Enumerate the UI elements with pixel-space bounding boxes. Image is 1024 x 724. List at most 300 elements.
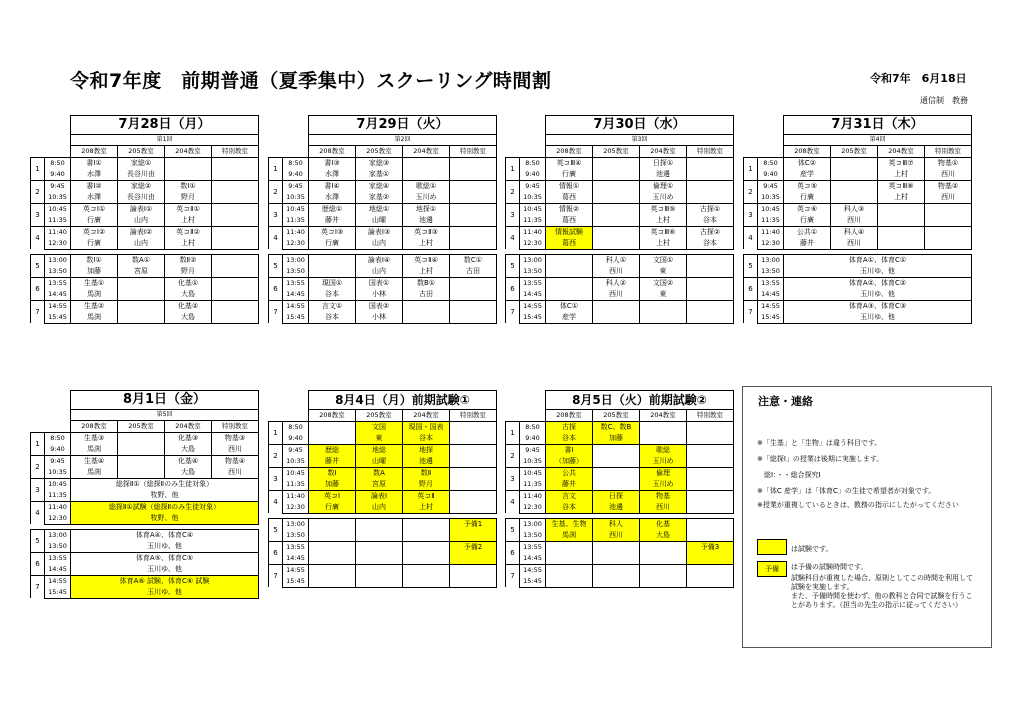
period-row — [506, 203, 734, 215]
period-number: 7 — [506, 300, 520, 323]
end-time: 13:50 — [45, 266, 71, 278]
start-time: 8:50 — [758, 157, 784, 169]
room-header: 特別教室 — [687, 410, 734, 422]
class-subject: 言文① — [309, 300, 356, 312]
class-teacher: 上村 — [165, 238, 212, 250]
class-teacher — [450, 312, 497, 324]
end-time: 9:40 — [283, 169, 309, 181]
end-time: 15:45 — [758, 312, 784, 324]
end-time: 15:45 — [283, 312, 309, 324]
class-teacher: 上村 — [640, 215, 687, 227]
class-teacher: 行廣 — [784, 215, 831, 227]
class-teacher: 谷本 — [687, 238, 734, 250]
class-subject — [687, 564, 734, 576]
room-header: 204教室 — [640, 146, 687, 158]
room-header: 特別教室 — [212, 421, 259, 433]
reserve-legend-text: 試験科目が重複した場合、原則としてこの時間を利用して — [791, 574, 973, 582]
class-subject: 英コⅠ — [309, 490, 356, 502]
start-time: 10:45 — [283, 467, 309, 479]
end-time: 13:50 — [520, 266, 546, 278]
period-row — [269, 490, 497, 502]
start-time: 13:55 — [45, 277, 71, 289]
class-subject — [687, 518, 734, 530]
class-subject — [403, 157, 450, 169]
period-number: 2 — [506, 180, 520, 203]
class-subject: 書Ⅰ① — [71, 157, 118, 169]
class-teacher: 馬渕 — [546, 530, 593, 542]
reserve-legend-text: とがあります。（担当の先生の指示に従ってください） — [791, 601, 962, 609]
class-subject — [356, 541, 403, 553]
day-timetable — [30, 390, 259, 599]
class-teacher: 上村 — [403, 238, 450, 250]
room-header: 特別教室 — [450, 410, 497, 422]
class-teacher — [450, 215, 497, 227]
class-teacher: 家基② — [356, 192, 403, 204]
session-number: 第5回 — [71, 410, 259, 421]
end-time: 13:50 — [45, 541, 71, 553]
class-subject: 体C① — [546, 300, 593, 312]
class-subject: 化基 — [640, 518, 687, 530]
merged-class: 体育A⑥ 試験、体育C⑥ 試験 — [71, 575, 259, 587]
period-number: 5 — [31, 529, 45, 552]
class-teacher: 加藤 — [71, 266, 118, 278]
class-subject — [687, 157, 734, 169]
class-teacher — [687, 502, 734, 514]
period-row — [269, 467, 497, 479]
merged-class: 体育A②、体育C② — [784, 277, 972, 289]
class-teacher: 東 — [356, 433, 403, 445]
class-subject — [687, 421, 734, 433]
class-teacher — [309, 433, 356, 445]
class-subject — [118, 455, 165, 467]
period-row — [31, 226, 259, 238]
class-teacher — [593, 553, 640, 565]
merged-class: 体育A④、体育C④ — [71, 529, 259, 541]
start-time: 13:00 — [758, 254, 784, 266]
class-teacher — [687, 266, 734, 278]
class-teacher — [831, 169, 878, 181]
issue-date: 令和7年 6月18日 — [870, 72, 967, 85]
period-row — [31, 552, 259, 564]
end-time: 10:35 — [520, 456, 546, 468]
class-subject — [450, 444, 497, 456]
room-header: 205教室 — [118, 146, 165, 158]
end-time: 11:35 — [283, 215, 309, 227]
exam-legend-swatch — [757, 539, 787, 555]
end-time: 12:30 — [758, 238, 784, 250]
start-time: 9:45 — [520, 444, 546, 456]
class-teacher: 西川 — [831, 238, 878, 250]
class-teacher: 西川 — [593, 289, 640, 301]
class-teacher: 藤井 — [309, 456, 356, 468]
room-header: 208教室 — [309, 410, 356, 422]
class-subject — [925, 226, 972, 238]
class-subject: 情報② — [546, 203, 593, 215]
day-heading: 7月31日（木） — [784, 116, 972, 135]
class-subject: 書Ⅰ③ — [309, 157, 356, 169]
start-time: 10:45 — [45, 478, 71, 490]
class-teacher: 野月 — [165, 192, 212, 204]
start-time: 13:55 — [758, 277, 784, 289]
class-subject: 英コⅢ⑦ — [878, 157, 925, 169]
period-row — [744, 180, 972, 192]
class-teacher — [356, 553, 403, 565]
end-time: 12:30 — [283, 502, 309, 514]
class-subject — [687, 467, 734, 479]
merged-teacher: 玉川ゆ、他 — [71, 541, 259, 553]
class-subject — [546, 541, 593, 553]
class-subject — [640, 564, 687, 576]
class-subject: 歴総① — [309, 203, 356, 215]
end-time: 15:45 — [283, 576, 309, 588]
class-subject — [593, 226, 640, 238]
room-header: 特別教室 — [450, 146, 497, 158]
day-timetable — [268, 390, 497, 588]
class-teacher: 馬渕 — [71, 467, 118, 479]
end-time: 15:45 — [520, 312, 546, 324]
class-subject: 書Ⅰ④ — [309, 180, 356, 192]
end-time: 13:50 — [520, 530, 546, 542]
period-row — [506, 444, 734, 456]
merged-teacher: 牧野、他 — [71, 513, 259, 525]
class-teacher — [356, 530, 403, 542]
class-subject: 体C② — [784, 157, 831, 169]
class-teacher: 葛西 — [546, 192, 593, 204]
start-time: 8:50 — [283, 421, 309, 433]
day-heading: 7月28日（月） — [71, 116, 259, 135]
class-teacher — [212, 192, 259, 204]
period-number: 7 — [744, 300, 758, 323]
class-subject: 数B① — [403, 277, 450, 289]
class-teacher — [450, 169, 497, 181]
class-subject — [687, 254, 734, 266]
period-number: 6 — [506, 541, 520, 564]
class-teacher — [212, 238, 259, 250]
class-subject: 科人② — [593, 277, 640, 289]
class-subject: 家総② — [118, 180, 165, 192]
class-teacher: 山内 — [118, 238, 165, 250]
class-subject — [212, 254, 259, 266]
class-teacher: 行廣 — [71, 238, 118, 250]
start-time: 10:45 — [520, 467, 546, 479]
period-row — [269, 203, 497, 215]
class-teacher — [309, 553, 356, 565]
class-subject — [687, 444, 734, 456]
class-teacher — [118, 312, 165, 324]
class-teacher: 行廣 — [71, 215, 118, 227]
class-subject: 英コⅢ④ — [546, 157, 593, 169]
period-number: 3 — [31, 478, 45, 501]
class-subject — [212, 277, 259, 289]
class-teacher: 西川 — [212, 444, 259, 456]
class-teacher: 馬渕 — [71, 444, 118, 456]
class-subject: 生基、生物 — [546, 518, 593, 530]
class-subject: 現国・国表 — [403, 421, 450, 433]
class-subject: 論表Ⅰ — [356, 490, 403, 502]
period-number: 4 — [31, 226, 45, 249]
notes-panel — [742, 386, 992, 648]
period-row — [31, 575, 259, 587]
class-teacher — [687, 169, 734, 181]
end-time: 10:35 — [520, 192, 546, 204]
room-header: 204教室 — [403, 410, 450, 422]
start-time: 9:45 — [758, 180, 784, 192]
class-teacher — [640, 433, 687, 445]
class-subject: 情報① — [546, 180, 593, 192]
note-line: ※「体C 産学」は「体育C」の生徒で希望者が対象です。 — [757, 487, 936, 495]
class-subject: 英コⅡ③ — [403, 226, 450, 238]
day-heading: 8月1日（金） — [71, 391, 259, 410]
class-subject — [118, 300, 165, 312]
period-row — [506, 421, 734, 433]
period-row — [744, 254, 972, 266]
class-teacher: 大島 — [165, 444, 212, 456]
period-row — [269, 226, 497, 238]
class-subject — [403, 564, 450, 576]
class-subject: 国表② — [356, 300, 403, 312]
period-row — [269, 157, 497, 169]
class-teacher: 谷本 — [309, 289, 356, 301]
end-time: 13:50 — [283, 266, 309, 278]
class-subject — [925, 203, 972, 215]
end-time: 10:35 — [45, 192, 71, 204]
period-number: 6 — [269, 277, 283, 300]
merged-class: 総探Ⅱ①試験（総探Ⅱのみ生徒対象） — [71, 501, 259, 513]
class-teacher — [687, 553, 734, 565]
class-teacher — [309, 576, 356, 588]
end-time: 9:40 — [520, 169, 546, 181]
period-number: 4 — [506, 226, 520, 249]
class-teacher: 葛西 — [546, 238, 593, 250]
class-subject — [212, 157, 259, 169]
class-teacher — [687, 576, 734, 588]
period-number: 3 — [744, 203, 758, 226]
class-teacher — [118, 467, 165, 479]
period-number: 7 — [31, 575, 45, 598]
room-header: 204教室 — [403, 146, 450, 158]
room-header: 204教室 — [165, 146, 212, 158]
period-row — [744, 157, 972, 169]
period-row — [744, 300, 972, 312]
period-number: 2 — [269, 444, 283, 467]
class-teacher: 西川 — [212, 467, 259, 479]
class-subject: 数A① — [118, 254, 165, 266]
period-row — [506, 277, 734, 289]
class-subject: 数C、数B — [593, 421, 640, 433]
period-number: 1 — [506, 421, 520, 444]
period-number: 1 — [269, 421, 283, 444]
class-subject: 数Ⅰ — [309, 467, 356, 479]
class-subject — [593, 300, 640, 312]
class-teacher: 上村 — [878, 192, 925, 204]
class-teacher: 大島 — [165, 312, 212, 324]
class-subject — [593, 203, 640, 215]
class-subject: 地総 — [356, 444, 403, 456]
class-teacher — [450, 576, 497, 588]
class-teacher — [640, 312, 687, 324]
period-row — [269, 444, 497, 456]
class-teacher: 上村 — [403, 502, 450, 514]
room-header: 208教室 — [71, 421, 118, 433]
class-subject — [212, 226, 259, 238]
day-timetable — [268, 115, 497, 324]
period-row — [31, 478, 259, 490]
period-number: 1 — [506, 157, 520, 180]
reserve-legend-swatch: 予備 — [757, 561, 787, 577]
class-teacher — [450, 502, 497, 514]
period-row — [506, 467, 734, 479]
period-row — [31, 455, 259, 467]
class-subject: 英コⅡ① — [165, 203, 212, 215]
room-header: 205教室 — [118, 421, 165, 433]
period-number: 5 — [506, 254, 520, 277]
class-subject: 科人① — [593, 254, 640, 266]
class-subject: 論表Ⅰ② — [118, 226, 165, 238]
class-subject: 化基③ — [165, 432, 212, 444]
end-time: 10:35 — [283, 456, 309, 468]
class-subject — [878, 226, 925, 238]
start-time: 14:55 — [45, 300, 71, 312]
class-teacher: 水澤 — [71, 192, 118, 204]
class-teacher — [450, 192, 497, 204]
period-number: 6 — [744, 277, 758, 300]
class-subject: 文国① — [640, 254, 687, 266]
session-number: 第3回 — [546, 135, 734, 146]
class-teacher: 小林 — [356, 312, 403, 324]
class-teacher: 西川 — [925, 169, 972, 181]
day-heading: 8月5日（火）前期試験② — [546, 391, 734, 410]
class-subject: 物基② — [925, 180, 972, 192]
class-subject: 家総③ — [356, 157, 403, 169]
class-teacher: 池邊 — [403, 215, 450, 227]
class-teacher — [118, 444, 165, 456]
room-header: 205教室 — [356, 146, 403, 158]
merged-class: 体育A①、体育C① — [784, 254, 972, 266]
class-teacher: 宮原 — [356, 479, 403, 491]
period-number: 4 — [269, 226, 283, 249]
start-time: 8:50 — [45, 432, 71, 444]
class-subject: 英コⅢ⑥ — [640, 226, 687, 238]
class-subject — [640, 541, 687, 553]
class-teacher: 加藤 — [593, 433, 640, 445]
period-number: 4 — [506, 490, 520, 513]
notes-title: 注意・連絡 — [758, 395, 813, 408]
period-row — [506, 564, 734, 576]
period-number: 5 — [506, 518, 520, 541]
class-teacher: 行廣 — [309, 238, 356, 250]
class-subject: 古探 — [546, 421, 593, 433]
class-subject — [356, 518, 403, 530]
class-teacher — [831, 192, 878, 204]
class-teacher: 水澤 — [71, 169, 118, 181]
class-subject — [450, 203, 497, 215]
class-teacher: 上村 — [878, 169, 925, 181]
class-teacher: 谷本 — [687, 215, 734, 227]
period-row — [269, 421, 497, 433]
class-subject — [403, 541, 450, 553]
class-teacher — [212, 266, 259, 278]
class-teacher — [450, 479, 497, 491]
end-time: 10:35 — [758, 192, 784, 204]
class-subject: 生基③ — [71, 432, 118, 444]
room-header: 208教室 — [546, 410, 593, 422]
class-subject: 古探② — [687, 226, 734, 238]
class-teacher: 長谷川由 — [118, 192, 165, 204]
end-time: 14:45 — [283, 289, 309, 301]
period-number: 6 — [31, 552, 45, 575]
note-line: 総Ⅰ：・・総合探究Ⅰ — [757, 471, 821, 479]
class-teacher: 池邊 — [403, 456, 450, 468]
class-teacher: 山曜 — [356, 215, 403, 227]
class-teacher — [878, 238, 925, 250]
class-subject — [450, 226, 497, 238]
start-time: 11:40 — [283, 490, 309, 502]
class-teacher — [878, 215, 925, 227]
day-timetable — [505, 390, 734, 588]
class-teacher: 西川 — [831, 215, 878, 227]
day-timetable — [743, 115, 972, 324]
page-title: 令和7年度 前期普通（夏季集中）スクーリング時間割 — [70, 70, 552, 92]
room-header: 特別教室 — [212, 146, 259, 158]
room-header: 208教室 — [71, 146, 118, 158]
office-name: 通信制 教務 — [920, 96, 968, 105]
end-time: 14:45 — [283, 553, 309, 565]
merged-class: 体育A⑤、体育C⑤ — [71, 552, 259, 564]
class-subject — [309, 254, 356, 266]
class-subject: 数C① — [450, 254, 497, 266]
class-subject: 生基② — [71, 300, 118, 312]
class-subject — [593, 541, 640, 553]
merged-teacher: 玉川ゆ、他 — [784, 312, 972, 324]
class-subject: 文国 — [356, 421, 403, 433]
class-teacher: 野月 — [165, 266, 212, 278]
class-teacher — [546, 553, 593, 565]
class-teacher — [640, 553, 687, 565]
class-teacher — [403, 312, 450, 324]
class-teacher — [212, 215, 259, 227]
period-row — [269, 254, 497, 266]
session-number: 第1回 — [71, 135, 259, 146]
class-subject — [309, 518, 356, 530]
class-teacher: 家基① — [356, 169, 403, 181]
end-time: 14:45 — [520, 553, 546, 565]
period-row — [269, 564, 497, 576]
period-number: 7 — [31, 300, 45, 323]
session-number: 第4回 — [784, 135, 972, 146]
class-subject — [118, 277, 165, 289]
period-row — [506, 254, 734, 266]
class-subject: 現国① — [309, 277, 356, 289]
class-subject: 英コ⑤ — [784, 180, 831, 192]
period-row — [744, 203, 972, 215]
period-number: 5 — [269, 518, 283, 541]
class-teacher: 長谷川由 — [118, 169, 165, 181]
period-row — [506, 157, 734, 169]
period-number: 7 — [269, 300, 283, 323]
end-time: 11:35 — [45, 490, 71, 502]
class-teacher: （加藤） — [546, 456, 593, 468]
room-header: 204教室 — [640, 410, 687, 422]
period-number: 1 — [744, 157, 758, 180]
class-teacher: 東 — [640, 289, 687, 301]
class-subject: 英コ⑥ — [784, 203, 831, 215]
class-teacher — [403, 576, 450, 588]
start-time: 13:00 — [45, 529, 71, 541]
class-teacher — [450, 530, 497, 542]
period-row — [506, 300, 734, 312]
day-timetable — [30, 115, 259, 324]
class-teacher — [450, 289, 497, 301]
